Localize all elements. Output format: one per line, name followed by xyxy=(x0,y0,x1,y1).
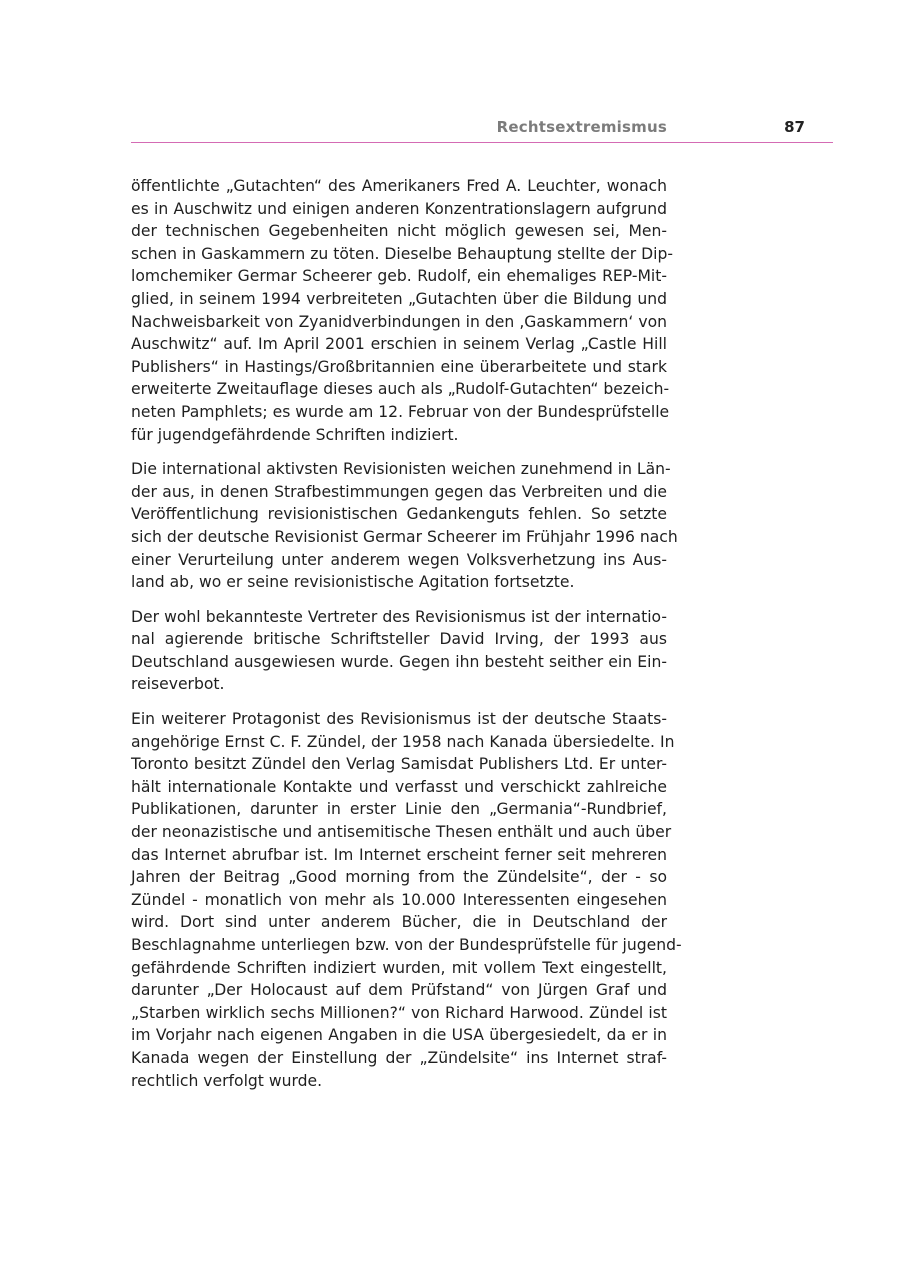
text-line: Jahren der Beitrag „Good morning from the Zündelsite“, der - so xyxy=(131,868,667,887)
text-line: Der wohl bekannteste Vertreter des Revisionismus ist der internatio- xyxy=(131,607,667,626)
text-line: Deutschland ausgewiesen wurde. Gegen ihn besteht seither ein Ein- xyxy=(131,652,667,671)
text-line: es in Auschwitz und einigen anderen Konzentrationslagern aufgrund xyxy=(131,199,667,218)
text-line: Kanada wegen der Einstellung der „Zündelsite“ ins Internet straf- xyxy=(131,1048,667,1067)
paragraph xyxy=(131,606,667,696)
text-line: der technischen Gegebenheiten nicht möglich gewesen sei, Men- xyxy=(131,222,667,241)
text-line: Zündel - monatlich von mehr als 10.000 Interessenten eingesehen xyxy=(131,890,667,909)
text-line: Nachweisbarkeit von Zyanidverbindungen in den ‚Gaskammern‘ von xyxy=(131,312,667,331)
text-line: reiseverbot. xyxy=(131,675,225,694)
text-line: Publishers“ in Hastings/Großbritannien eine überarbeitete und stark xyxy=(131,357,667,376)
text-line: das Internet abrufbar ist. Im Internet erscheint ferner seit mehreren xyxy=(131,845,667,864)
text-line: Auschwitz“ auf. Im April 2001 erschien in seinem Verlag „Castle Hill xyxy=(131,335,667,354)
paragraph xyxy=(131,458,678,594)
paragraph xyxy=(131,708,682,1092)
text-line: Veröffentlichung revisionistischen Gedankenguts fehlen. So setzte xyxy=(131,505,667,524)
text-line: darunter „Der Holocaust auf dem Prüfstand“ von Jürgen Graf und xyxy=(131,981,667,1000)
text-line: sich der deutsche Revisionist Germar Scheerer im Frühjahr 1996 nach xyxy=(131,527,678,546)
page-number: 87 xyxy=(784,118,805,136)
text-line: der aus, in denen Strafbestimmungen gegen das Verbreiten und die xyxy=(131,482,667,501)
text-line: Beschlagnahme unterliegen bzw. von der Bundesprüfstelle für jugend- xyxy=(131,936,682,954)
text-line: für jugendgefährdende Schriften indiziert. xyxy=(131,425,459,444)
text-line: lomchemiker Germar Scheerer geb. Rudolf, ein ehemaliges REP-Mit- xyxy=(131,267,667,286)
text-line: öffentlichte „Gutachten“ des Amerikaners Fred A. Leuchter, wonach xyxy=(131,177,667,195)
text-line: wird. Dort sind unter anderem Bücher, die in Deutschland der xyxy=(131,913,667,932)
text-line: gefährdende Schriften indiziert wurden, mit vollem Text eingestellt, xyxy=(131,958,667,977)
text-line: rechtlich verfolgt wurde. xyxy=(131,1071,323,1090)
text-line: einer Verurteilung unter anderem wegen Volksverhetzung ins Aus- xyxy=(131,550,667,569)
text-line: Die international aktivsten Revisionisten weichen zunehmend in Län- xyxy=(131,460,671,479)
text-line: nal agierende britische Schriftsteller David Irving, der 1993 aus xyxy=(131,630,667,649)
text-line: Toronto besitzt Zündel den Verlag Samisdat Publishers Ltd. Er unter- xyxy=(131,755,667,774)
text-line: hält internationale Kontakte und verfasst und verschickt zahlreiche xyxy=(131,777,667,796)
running-title: Rechtsextremismus xyxy=(496,118,667,136)
text-line: angehörige Ernst C. F. Zündel, der 1958 nach Kanada übersiedelte. In xyxy=(131,732,675,751)
text-line: schen in Gaskammern zu töten. Dieselbe Behauptung stellte der Dip- xyxy=(131,244,673,263)
text-line: Ein weiterer Protagonist des Revisionismus ist der deutsche Staats- xyxy=(131,710,667,729)
text-line: land ab, wo er seine revisionistische Agitation fortsetzte. xyxy=(131,573,575,592)
text-line: „Starben wirklich sechs Millionen?“ von Richard Harwood. Zündel ist xyxy=(131,1003,667,1022)
text-line: erweiterte Zweitauflage dieses auch als „Rudolf-Gutachten“ bezeich- xyxy=(131,380,670,399)
text-line: der neonazistische und antisemitische Thesen enthält und auch über xyxy=(131,823,672,842)
text-line: glied, in seinem 1994 verbreiteten „Gutachten über die Bildung und xyxy=(131,289,667,308)
text-line: im Vorjahr nach eigenen Angaben in die USA übergesiedelt, da er in xyxy=(131,1026,667,1045)
body-text xyxy=(131,175,682,1104)
text-line: Publikationen, darunter in erster Linie den „Germania“-Rundbrief, xyxy=(131,800,667,819)
text-line: neten Pamphlets; es wurde am 12. Februar von der Bundesprüfstelle xyxy=(131,402,670,421)
paragraph xyxy=(131,175,673,446)
page-header xyxy=(131,112,833,143)
